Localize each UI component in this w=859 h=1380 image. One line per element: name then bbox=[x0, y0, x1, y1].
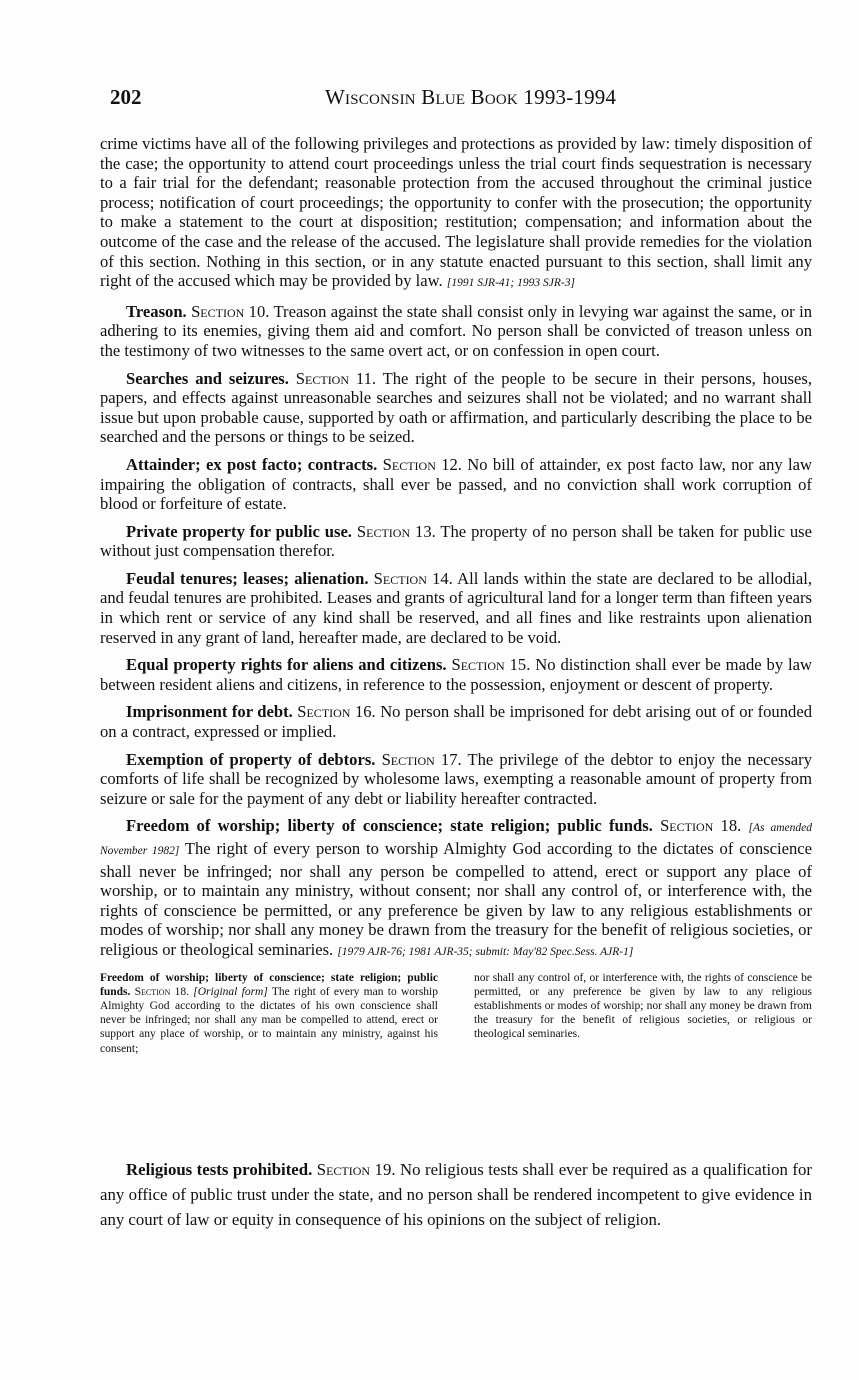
original-form-section-label: Section 18. bbox=[134, 985, 190, 998]
section-label: Section 18. bbox=[660, 816, 742, 836]
section-label: Section 11. bbox=[295, 368, 377, 388]
section-text: The privilege of the debtor to enjoy the necessary comforts of life shall be recognized by wholesome laws, exempting a reasonable amount of property from seizure or sale for the payment of any debt or liability hereafter contracted. bbox=[100, 749, 812, 808]
section-13-paragraph bbox=[100, 522, 812, 561]
section-16-paragraph bbox=[100, 702, 812, 741]
section-heading: Treason. bbox=[126, 301, 187, 321]
running-head: Wisconsin Blue Book 1993-1994 bbox=[325, 85, 617, 109]
section-text: No religious tests shall ever be required as a qualification for any office of public trust under the state, and no person shall be rendered incompetent to give evidence in any court of law or equity in consequence of his opinions on the subject of religion. bbox=[100, 1160, 812, 1229]
section-label: Section 17. bbox=[381, 749, 462, 769]
section-label: Section 12. bbox=[382, 454, 462, 474]
section-text: The property of no person shall be taken for public use without just compensation therefor. bbox=[100, 521, 812, 561]
section-label: Section 16. bbox=[297, 702, 376, 722]
section-heading: Exemption of property of debtors. bbox=[126, 749, 376, 769]
section-12-paragraph bbox=[100, 455, 812, 514]
section-label: Section 10. bbox=[191, 301, 270, 321]
page-header bbox=[110, 85, 810, 115]
section-11-paragraph bbox=[100, 369, 812, 447]
section-17-paragraph bbox=[100, 750, 812, 809]
section-text: All lands within the state are declared to be allodial, and feudal tenures are prohibited. Leases and grants of agricultural land for a longer term than fifteen years in which rent or service of any kind shall be reserved, and all fines and like restraints upon alienation reserved in any grant of land, hereafter made, are declared to be void. bbox=[100, 568, 813, 647]
section-text: The right of every person to worship Almighty God according to the dictates of conscience shall never be infringed; nor shall any person be compelled to attend, erect or support any place of worship, or to maintain any ministry, without consent; nor shall any control of, or interference with, the rights of conscience be permitted, or any preference be given by law to any religious establishments or modes of worship; nor shall any money be drawn from the treasury for the benefit of religious societies, or religious or theological seminaries. bbox=[100, 839, 812, 959]
original-form-left-column bbox=[100, 971, 438, 1056]
amendment-note: [As amended November 1982] bbox=[100, 822, 812, 857]
section-heading: Imprisonment for debt. bbox=[126, 702, 293, 722]
section-18-citation: [1979 AJR-76; 1981 AJR-35; submit: May'82 Spec.Sess. AJR-1] bbox=[337, 945, 634, 958]
original-form-note bbox=[100, 971, 812, 1056]
page-number: 202 bbox=[110, 85, 142, 109]
section-10-paragraph bbox=[100, 302, 812, 361]
section-text: No person shall be imprisoned for debt arising out of or founded on a contract, expressed or implied. bbox=[100, 702, 812, 742]
section-heading: Feudal tenures; leases; alienation. bbox=[126, 568, 369, 588]
section-text: The right of the people to be secure in their persons, houses, papers, and effects against unreasonable searches and seizures shall not be violated; and no warrant shall issue but upon probable cause, supported by oath or affirmation, and particularly describing the place to be searched and the persons or things to be seized. bbox=[100, 368, 812, 447]
section-heading: Religious tests prohibited. bbox=[126, 1160, 313, 1179]
section-18-paragraph bbox=[100, 816, 812, 962]
original-form-left-text: The right of every man to worship Almighty God according to the dictates of his own conscience shall never be infringed; nor shall any man be compelled to attend, erect or support any place of worship, or to maintain any ministry, against his consent; bbox=[100, 985, 439, 1055]
section-heading: Freedom of worship; liberty of conscience; state religion; public funds. bbox=[126, 816, 653, 836]
section-heading: Private property for public use. bbox=[126, 521, 352, 541]
section-text: Treason against the state shall consist only in levying war against the same, or in adhering to its enemies, giving them aid and comfort. No person shall be convicted of treason unless on the testimony of two witnesses to the same overt act, or on confession in open court. bbox=[100, 301, 812, 360]
section-text: No bill of attainder, ex post facto law, nor any law impairing the obligation of contracts, shall ever be passed, and no conviction shall work corruption of blood or forfeiture of estate. bbox=[100, 454, 812, 514]
section-heading: Searches and seizures. bbox=[126, 368, 289, 388]
section-label: Section 19. bbox=[316, 1160, 396, 1179]
section-text: No distinction shall ever be made by law between resident aliens and citizens, in reference to the possession, enjoyment or descent of property. bbox=[100, 655, 812, 694]
section-19-block bbox=[100, 1157, 812, 1240]
section-19-paragraph bbox=[100, 1157, 812, 1232]
section-label: Section 14. bbox=[373, 568, 453, 588]
section-15-paragraph bbox=[100, 655, 812, 694]
section-label: Section 15. bbox=[451, 655, 531, 675]
original-form-tag: [Original form] bbox=[193, 985, 268, 998]
original-form-right-text: nor shall any control of, or interference with, the rights of conscience be permitted, or any preference be given by law to any religious establishments or modes of worship; nor shall any money be drawn from the treasury for the benefit of religious societies, or religious or theological seminaries. bbox=[474, 971, 812, 1041]
document-body bbox=[100, 134, 812, 1056]
continuation-text: crime victims have all of the following privileges and protections as provided by law: timely disposition of the case; the opportunity to attend court proceedings unless the trial court finds sequestration is necessary to a fair trial for the defendant; reasonable protection from the accused throughout the criminal justice process; notification of court proceedings; the opportunity to confer with the prosecution; the opportunity to make a statement to the court at disposition; restitution; compensation; and information about the outcome of the case and the release of the accused. The legislature shall provide remedies for the violation of this section. Nothing in this section, or in any statute enacted pursuant to this section, shall limit any right of the accused which may be provided by law. bbox=[100, 134, 812, 291]
original-form-heading: Freedom of worship; liberty of conscience; state religion; public funds. bbox=[100, 971, 438, 998]
section-heading: Equal property rights for aliens and citizens. bbox=[126, 655, 447, 675]
section-heading: Attainder; ex post facto; contracts. bbox=[126, 454, 378, 474]
original-form-right-column bbox=[474, 971, 812, 1056]
continuation-paragraph bbox=[100, 134, 812, 294]
section-label: Section 13. bbox=[356, 521, 436, 541]
continuation-citation: [1991 SJR-41; 1993 SJR-3] bbox=[446, 277, 575, 290]
section-14-paragraph bbox=[100, 569, 812, 647]
